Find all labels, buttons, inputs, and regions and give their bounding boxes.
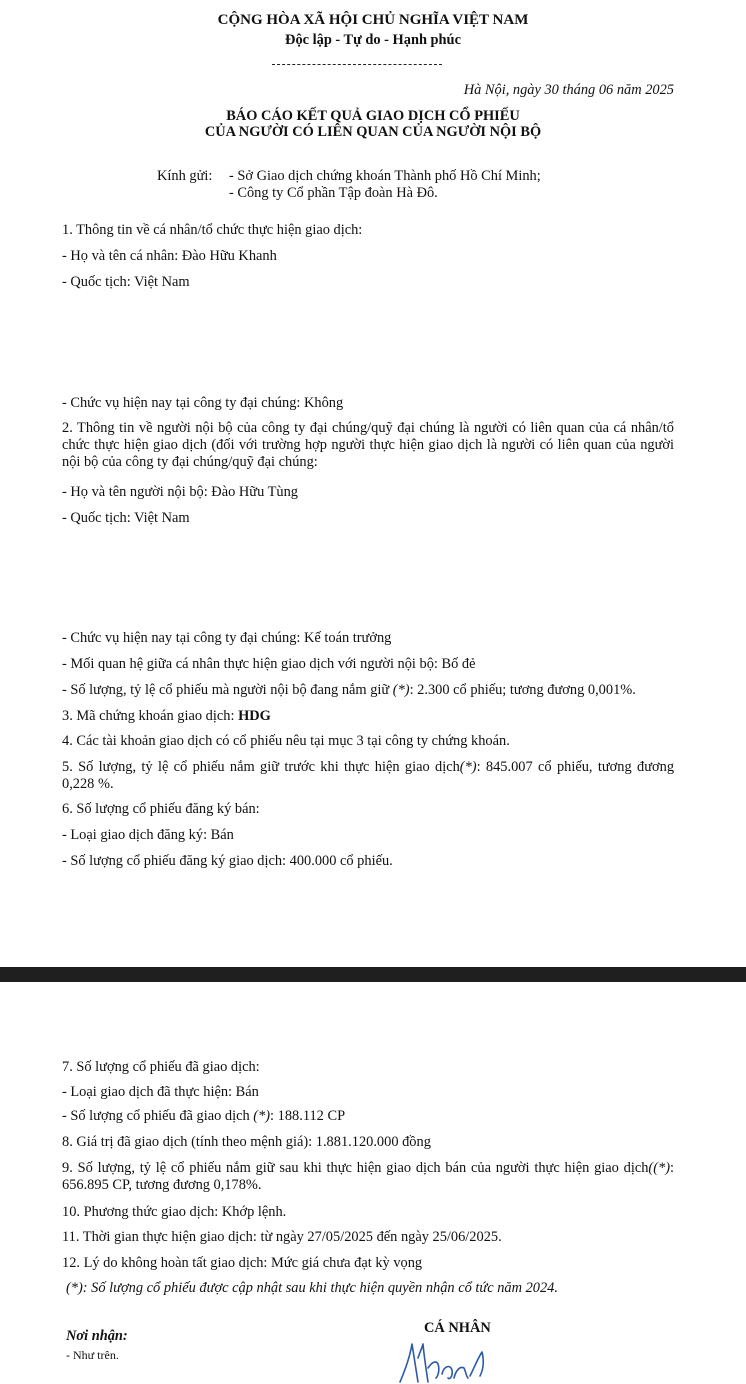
section9-suffix: : 656.895 CP, tương đương 0,178%. [62,1160,674,1193]
section7-qty-mark: (*) [253,1108,271,1124]
section2-holding [62,682,636,699]
section10: 10. Phương thức giao dịch: Khớp lệnh. [62,1204,287,1220]
section11: 11. Thời gian thực hiện giao dịch: từ ngày 27/05/2025 đến ngày 25/06/2025. [62,1229,502,1245]
motto: Độc lập - Tự do - Hạnh phúc [285,32,461,48]
section2-name: - Họ và tên người nội bộ: Đào Hữu Tùng [62,484,298,500]
recipients-footer-item: - Như trên. [66,1348,119,1362]
holding-mark: (*) [392,682,410,698]
section12: 12. Lý do không hoàn tất giao dịch: Mức giá chưa đạt kỳ vọng [62,1255,423,1271]
section5 [62,759,674,793]
section2-relation: - Mối quan hệ giữa cá nhân thực hiện giao dịch với người nội bộ: Bố đẻ [62,656,476,672]
recipient-2: - Công ty Cổ phần Tập đoàn Hà Đô. [229,185,438,201]
footnote: (*): Số lượng cổ phiếu được cập nhật sau khi thực hiện quyền nhận cổ tức năm 2024. [66,1280,558,1296]
signer-label: CÁ NHÂN [424,1320,491,1336]
section1-name: - Họ và tên cá nhân: Đào Hữu Khanh [62,248,277,264]
section7-qty-suffix: : 188.112 CP [270,1108,346,1124]
section7-qty-prefix: - Số lượng cổ phiếu đã giao dịch [62,1108,254,1124]
section1-heading: 1. Thông tin về cá nhân/tổ chức thực hiện giao dịch: [62,222,363,238]
section5-mark: (*) [459,759,477,775]
signature-image [392,1338,502,1384]
section5-prefix: 5. Số lượng, tỷ lệ cổ phiếu nắm giữ trước khi thực hiện giao dịch [62,759,460,775]
section6-qty: - Số lượng cổ phiếu đăng ký giao dịch: 400.000 cổ phiếu. [62,853,393,869]
section2-position: - Chức vụ hiện nay tại công ty đại chúng: Kế toán trưởng [62,630,392,646]
section3-prefix: 3. Mã chứng khoán giao dịch: [62,708,239,724]
recipient-1: - Sở Giao dịch chứng khoán Thành phố Hồ Chí Minh; [229,168,541,184]
section2-nationality: - Quốc tịch: Việt Nam [62,510,190,526]
stock-code: HDG [238,708,271,724]
holding-prefix: - Số lượng, tỷ lệ cổ phiếu mà người nội bộ đang nắm giữ [62,682,393,698]
section2-heading: 2. Thông tin về người nội bộ của công ty đại chúng/quỹ đại chúng là người có liên quan của cá nhân/tổ chức thực hiện giao dịch (đối với trường hợp người thực hiện giao dịch là người có liên quan của người nội bộ của công ty đại chúng/quỹ đại chúng: [62,420,674,470]
section9 [62,1160,674,1194]
section8: 8. Giá trị đã giao dịch (tính theo mệnh giá): 1.881.120.000 đồng [62,1134,431,1150]
section7-type: - Loại giao dịch đã thực hiện: Bán [62,1084,259,1100]
section9-prefix: 9. Số lượng, tỷ lệ cổ phiếu nắm giữ sau khi thực hiện giao dịch bán của người thực hiện giao dịch [62,1160,649,1176]
report-title-line2: CỦA NGƯỜI CÓ LIÊN QUAN CỦA NGƯỜI NỘI BỘ [204,124,542,140]
date-line: Hà Nội, ngày 30 tháng 06 năm 2025 [463,82,674,98]
page-break-band [0,967,746,982]
recipients-label: Kính gửi: [157,168,213,184]
section1-nationality: - Quốc tịch: Việt Nam [62,274,190,290]
motto-underline [272,64,442,65]
recipients-footer-label: Nơi nhận: [66,1328,128,1344]
section6-type: - Loại giao dịch đăng ký: Bán [62,827,234,843]
holding-suffix: : 2.300 cổ phiếu; tương đương 0,001%. [409,682,636,698]
section4: 4. Các tài khoản giao dịch có cổ phiếu nêu tại mục 3 tại công ty chứng khoán. [62,733,510,749]
section7-qty [62,1108,345,1125]
section5-suffix: : 845.007 cổ phiếu, tương đương 0,228 %. [62,759,675,792]
section9-mark: ((*) [648,1160,670,1176]
nation-title: CỘNG HÒA XÃ HỘI CHỦ NGHĨA VIỆT NAM [217,12,529,28]
section6-heading: 6. Số lượng cổ phiếu đăng ký bán: [62,801,260,817]
section3 [62,708,271,725]
report-title-line1: BÁO CÁO KẾT QUẢ GIAO DỊCH CỔ PHIẾU [226,108,520,124]
section7-heading: 7. Số lượng cổ phiếu đã giao dịch: [62,1059,260,1075]
section1-position: - Chức vụ hiện nay tại công ty đại chúng: Không [62,395,344,411]
